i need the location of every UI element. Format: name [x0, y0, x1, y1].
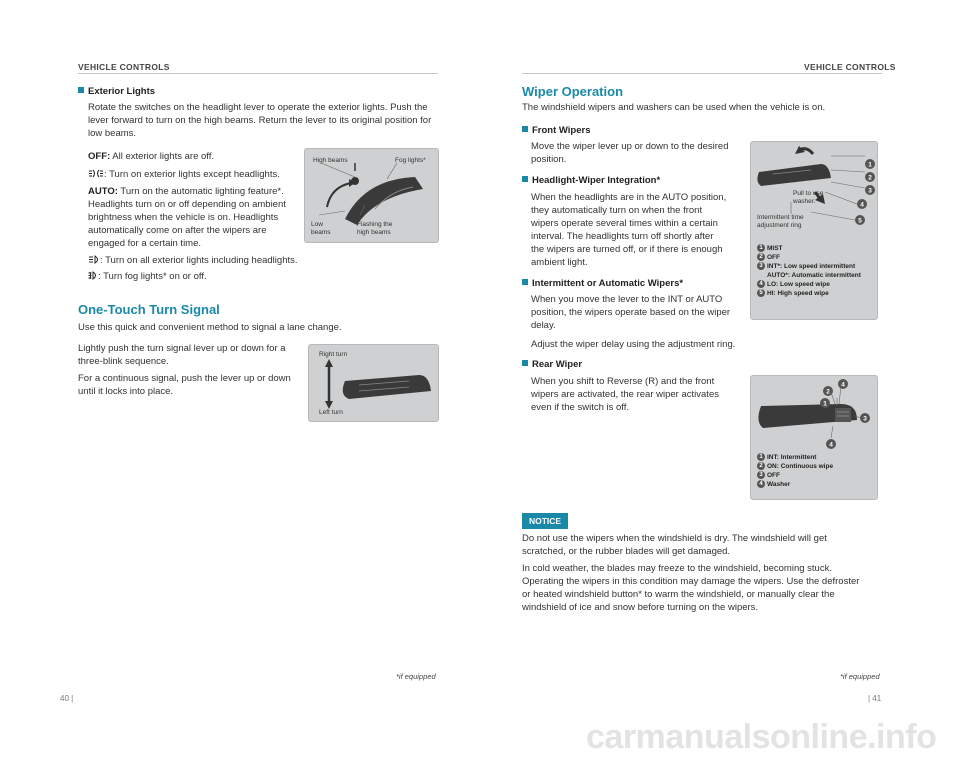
auto-line: brightness when the vehicle is on. Headlights — [88, 212, 279, 223]
low-beams-label — [311, 221, 331, 236]
integration-line: wipers operate several times within a certain — [531, 218, 718, 229]
left-page-number: 40 | — [60, 694, 74, 703]
left-page-header: VEHICLE CONTROLS — [78, 62, 170, 72]
legend-number: 4 — [757, 480, 765, 488]
notice-p1 — [522, 532, 882, 558]
svg-text:5: 5 — [858, 217, 862, 225]
turn-signal-figure — [308, 344, 439, 422]
auto-line: automatically come on after the wipers are — [88, 225, 267, 236]
svg-text:2: 2 — [826, 388, 830, 396]
rear-wiper-legend — [757, 453, 833, 489]
parking-lights-description — [88, 168, 280, 181]
integration-line: ambient light. — [531, 257, 588, 268]
legend-item — [757, 253, 861, 262]
front-line: Move the wiper lever up or down to the desired — [531, 141, 729, 152]
headlight-lever-figure — [304, 148, 439, 243]
exterior-lights-heading-text: Exterior Lights — [88, 86, 156, 97]
turn-signal-line: three-blink sequence. — [78, 356, 169, 367]
integration-line: When the headlights are in the AUTO position, — [531, 192, 727, 203]
svg-text:2: 2 — [868, 174, 872, 182]
legend-text: HI: High speed wipe — [767, 290, 829, 297]
notice-line: windshield of ice and snow before turning on the wipers. — [522, 602, 759, 613]
off-text: All exterior lights are off. — [110, 151, 215, 162]
svg-text:1: 1 — [868, 161, 872, 169]
turn-signal-p1 — [78, 342, 298, 368]
rear-wiper-figure — [750, 375, 878, 500]
legend-item — [757, 480, 833, 489]
section-square-icon — [522, 360, 528, 366]
front-wipers-heading-text: Front Wipers — [532, 125, 591, 136]
low-beams-line: Low — [311, 221, 323, 228]
intermittent-heading — [522, 278, 683, 289]
watermark: carmanualsonline.info — [586, 718, 937, 756]
rear-wiper-heading — [522, 359, 582, 370]
left-turn-label: Left turn — [319, 409, 343, 416]
legend-text: ON: Continuous wipe — [767, 463, 834, 470]
flashing-label — [357, 221, 392, 236]
integration-line: the wipers are turned off, or if there is enough — [531, 244, 723, 255]
adjust-delay-text: Adjust the wiper delay using the adjustment ring. — [531, 339, 736, 350]
legend-text: INT: Intermittent — [767, 454, 817, 461]
fog-light-icon — [88, 271, 98, 280]
turn-signal-line: until it locks into place. — [78, 386, 174, 397]
notice-badge: NOTICE — [522, 513, 568, 529]
right-footnote: *if equipped — [840, 672, 880, 681]
svg-text:3: 3 — [863, 415, 867, 423]
section-square-icon — [522, 279, 528, 285]
headlights-description — [88, 254, 298, 267]
auto-line: engaged for a certain time. — [88, 238, 202, 249]
intro-line: low beams. — [88, 128, 137, 139]
front-wiper-legend — [757, 244, 861, 298]
right-page-number: | 41 — [868, 694, 882, 703]
off-term: OFF: — [88, 151, 111, 162]
legend-number: 4 — [757, 280, 765, 288]
legend-number: 1 — [757, 244, 765, 252]
legend-text: LO: Low speed wipe — [767, 281, 830, 288]
fog-text: : Turn fog lights* on or off. — [98, 271, 207, 282]
turn-signal-intro: Use this quick and convenient method to signal a lane change. — [78, 322, 342, 333]
turn-signal-title: One-Touch Turn Signal — [78, 302, 220, 317]
intro-line: lever forward to turn on the high beams. Return the lever to its original position for — [88, 115, 432, 126]
low-beams-line: beams — [311, 228, 331, 236]
notice-line: scratched, or the rubber blades will get damaged. — [522, 546, 731, 557]
intermittent-line: When you move the lever to the INT or AUTO — [531, 294, 723, 305]
legend-text: MIST — [767, 245, 783, 252]
turn-signal-line: For a continuous signal, push the lever up or down — [78, 373, 291, 384]
legend-number: 5 — [757, 289, 765, 297]
right-page-header: VEHICLE CONTROLS — [804, 62, 896, 72]
exterior-lights-heading — [78, 86, 155, 97]
intermittent-heading-text: Intermittent or Automatic Wipers* — [532, 278, 684, 289]
notice-line: Do not use the wipers when the windshield is dry. The windshield will get — [522, 533, 827, 544]
legend-item — [757, 471, 833, 480]
notice-line: Operating the wipers in this condition may damage the wipers. Use the defroster — [522, 576, 860, 587]
intermittent-text — [531, 293, 746, 332]
ring-line: adjustment ring — [757, 221, 802, 229]
headlight-text: : Turn on all exterior lights including headlights. — [100, 255, 298, 266]
legend-item — [757, 280, 861, 289]
ring-label — [757, 214, 804, 229]
auto-term: AUTO: — [88, 186, 118, 197]
legend-text: INT*: Low speed intermittent — [767, 263, 856, 270]
rear-wiper-text — [531, 375, 741, 414]
integration-text — [531, 191, 741, 269]
svg-text:3: 3 — [868, 187, 872, 195]
rear-line: even if the switch is off. — [531, 402, 630, 413]
notice-p2 — [522, 562, 887, 614]
rear-wiper-lever-illustration — [751, 376, 877, 451]
legend-text: Washer — [767, 481, 791, 488]
auto-description — [88, 185, 303, 250]
rear-line: When you shift to Reverse (R) and the front — [531, 376, 715, 387]
rear-wiper-heading-text: Rear Wiper — [532, 359, 583, 370]
ring-line: Intermittent time — [757, 214, 804, 221]
fog-lights-label: Fog lights* — [395, 157, 426, 164]
fog-lights-description — [88, 270, 207, 283]
intermittent-line: delay. — [531, 320, 556, 331]
integration-line: interval. The headlights turn off shortly after — [531, 231, 714, 242]
off-description — [88, 150, 214, 163]
front-line: position. — [531, 154, 567, 165]
legend-text: AUTO*: Automatic intermittent — [767, 272, 861, 279]
turn-signal-line: Lightly push the turn signal lever up or down for a — [78, 343, 286, 354]
parking-text: : Turn on exterior lights except headlights. — [104, 169, 280, 180]
front-wipers-text — [531, 140, 741, 166]
integration-line: they automatically turn on when the front — [531, 205, 703, 216]
high-beams-label: High beams — [313, 157, 348, 164]
svg-text:4: 4 — [841, 381, 845, 389]
integration-heading — [522, 175, 660, 186]
pull-line: washer. — [793, 197, 816, 205]
integration-heading-text: Headlight-Wiper Integration* — [532, 175, 661, 186]
headlight-icon — [88, 255, 100, 264]
rear-line: wipers are activated, the rear wiper activates — [531, 389, 719, 400]
legend-item — [757, 289, 861, 298]
front-wipers-heading — [522, 125, 591, 136]
parking-lights-icon — [88, 169, 104, 178]
right-header-rule — [522, 73, 882, 74]
flashing-line: Flashing the — [357, 221, 393, 228]
wiper-title: Wiper Operation — [522, 84, 624, 99]
wiper-intro: The windshield wipers and washers can be used when the vehicle is on. — [522, 102, 826, 113]
pull-washer-label — [793, 190, 823, 205]
left-footnote: *if equipped — [396, 672, 436, 681]
intro-line: Rotate the switches on the headlight lever to operate the exterior lights. Push the — [88, 102, 428, 113]
legend-item — [757, 271, 861, 280]
svg-text:1: 1 — [823, 400, 827, 408]
legend-text: OFF — [767, 472, 780, 479]
flashing-line: high beams — [357, 228, 391, 236]
legend-number: 1 — [757, 453, 765, 461]
section-square-icon — [522, 126, 528, 132]
section-square-icon — [522, 176, 528, 182]
legend-text: OFF — [767, 254, 780, 261]
legend-number: 2 — [757, 253, 765, 261]
legend-number: 3 — [757, 471, 765, 479]
auto-line: Headlights turn on or off depending on ambient — [88, 199, 286, 210]
legend-item — [757, 453, 833, 462]
notice-line: or heated windshield button* to warm the windshield, or manually clear the — [522, 589, 835, 600]
intermittent-line: position, the wipers operate based on the wiper — [531, 307, 731, 318]
front-wiper-figure — [750, 141, 878, 320]
right-turn-label: Right turn — [319, 351, 348, 358]
turn-signal-p2 — [78, 372, 298, 398]
left-header-rule — [78, 73, 438, 74]
exterior-lights-intro — [88, 101, 448, 140]
legend-item — [757, 262, 861, 271]
svg-text:4: 4 — [860, 201, 864, 209]
legend-item — [757, 244, 861, 253]
legend-number: 2 — [757, 462, 765, 470]
svg-text:4: 4 — [829, 441, 833, 449]
pull-line: Pull to use — [793, 190, 824, 197]
section-square-icon — [78, 87, 84, 93]
legend-number: 3 — [757, 262, 765, 270]
notice-line: In cold weather, the blades may freeze to the windshield, becoming stuck. — [522, 563, 832, 574]
auto-line: Turn on the automatic lighting feature*. — [117, 186, 284, 197]
legend-item — [757, 462, 833, 471]
